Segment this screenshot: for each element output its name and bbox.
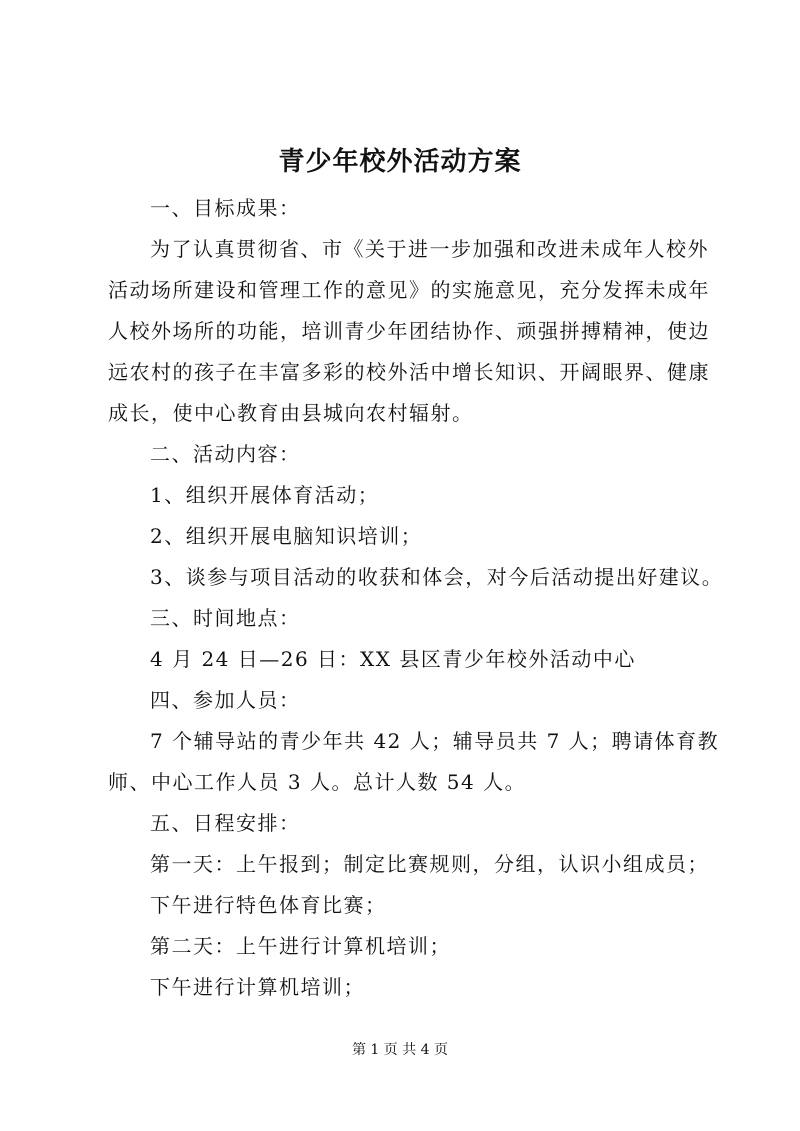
paragraph-line: 7 个辅导站的青少年共 42 人；辅导员共 7 人；聘请体育教 xyxy=(150,729,720,753)
list-item: 1、组织开展体育活动； xyxy=(150,483,380,507)
list-item: 2、组织开展电脑知识培训； xyxy=(150,524,423,548)
document-title: 青少年校外活动方案 xyxy=(278,147,522,177)
time-place-text: 4 月 24 日—26 日：XX 县区青少年校外活动中心 xyxy=(150,647,636,671)
schedule-line: 下午进行计算机培训； xyxy=(150,975,365,999)
paragraph-line: 人校外场所的功能，培训青少年团结协作、顽强拼搏精神，使边 xyxy=(108,319,710,343)
section-heading-schedule: 五、日程安排： xyxy=(150,811,301,835)
section-heading-goals: 一、目标成果： xyxy=(150,196,301,220)
schedule-line: 第二天：上午进行计算机培训； xyxy=(150,934,451,958)
section-heading-content: 二、活动内容： xyxy=(150,442,301,466)
list-item: 3、谈参与项目活动的收获和体会，对今后活动提出好建议。 xyxy=(150,565,724,589)
schedule-line: 下午进行特色体育比赛； xyxy=(150,893,387,917)
paragraph-line: 活动场所建设和管理工作的意见》的实施意见，充分发挥未成年 xyxy=(108,278,710,302)
page-footer: 第 1 页 共 4 页 xyxy=(351,1042,449,1058)
paragraph-line: 师、中心工作人员 3 人。总计人数 54 人。 xyxy=(108,770,527,794)
schedule-line: 第一天：上午报到；制定比赛规则，分组，认识小组成员； xyxy=(150,852,709,876)
paragraph-line: 远农村的孩子在丰富多彩的校外活中增长知识、开阔眼界、健康 xyxy=(108,360,710,384)
paragraph-line: 为了认真贯彻省、市《关于进一步加强和改进未成年人校外 xyxy=(150,237,709,261)
section-heading-participants: 四、参加人员： xyxy=(150,688,301,712)
paragraph-line: 成长，使中心教育由县城向农村辐射。 xyxy=(108,401,474,425)
section-heading-time-place: 三、时间地点： xyxy=(150,606,301,630)
